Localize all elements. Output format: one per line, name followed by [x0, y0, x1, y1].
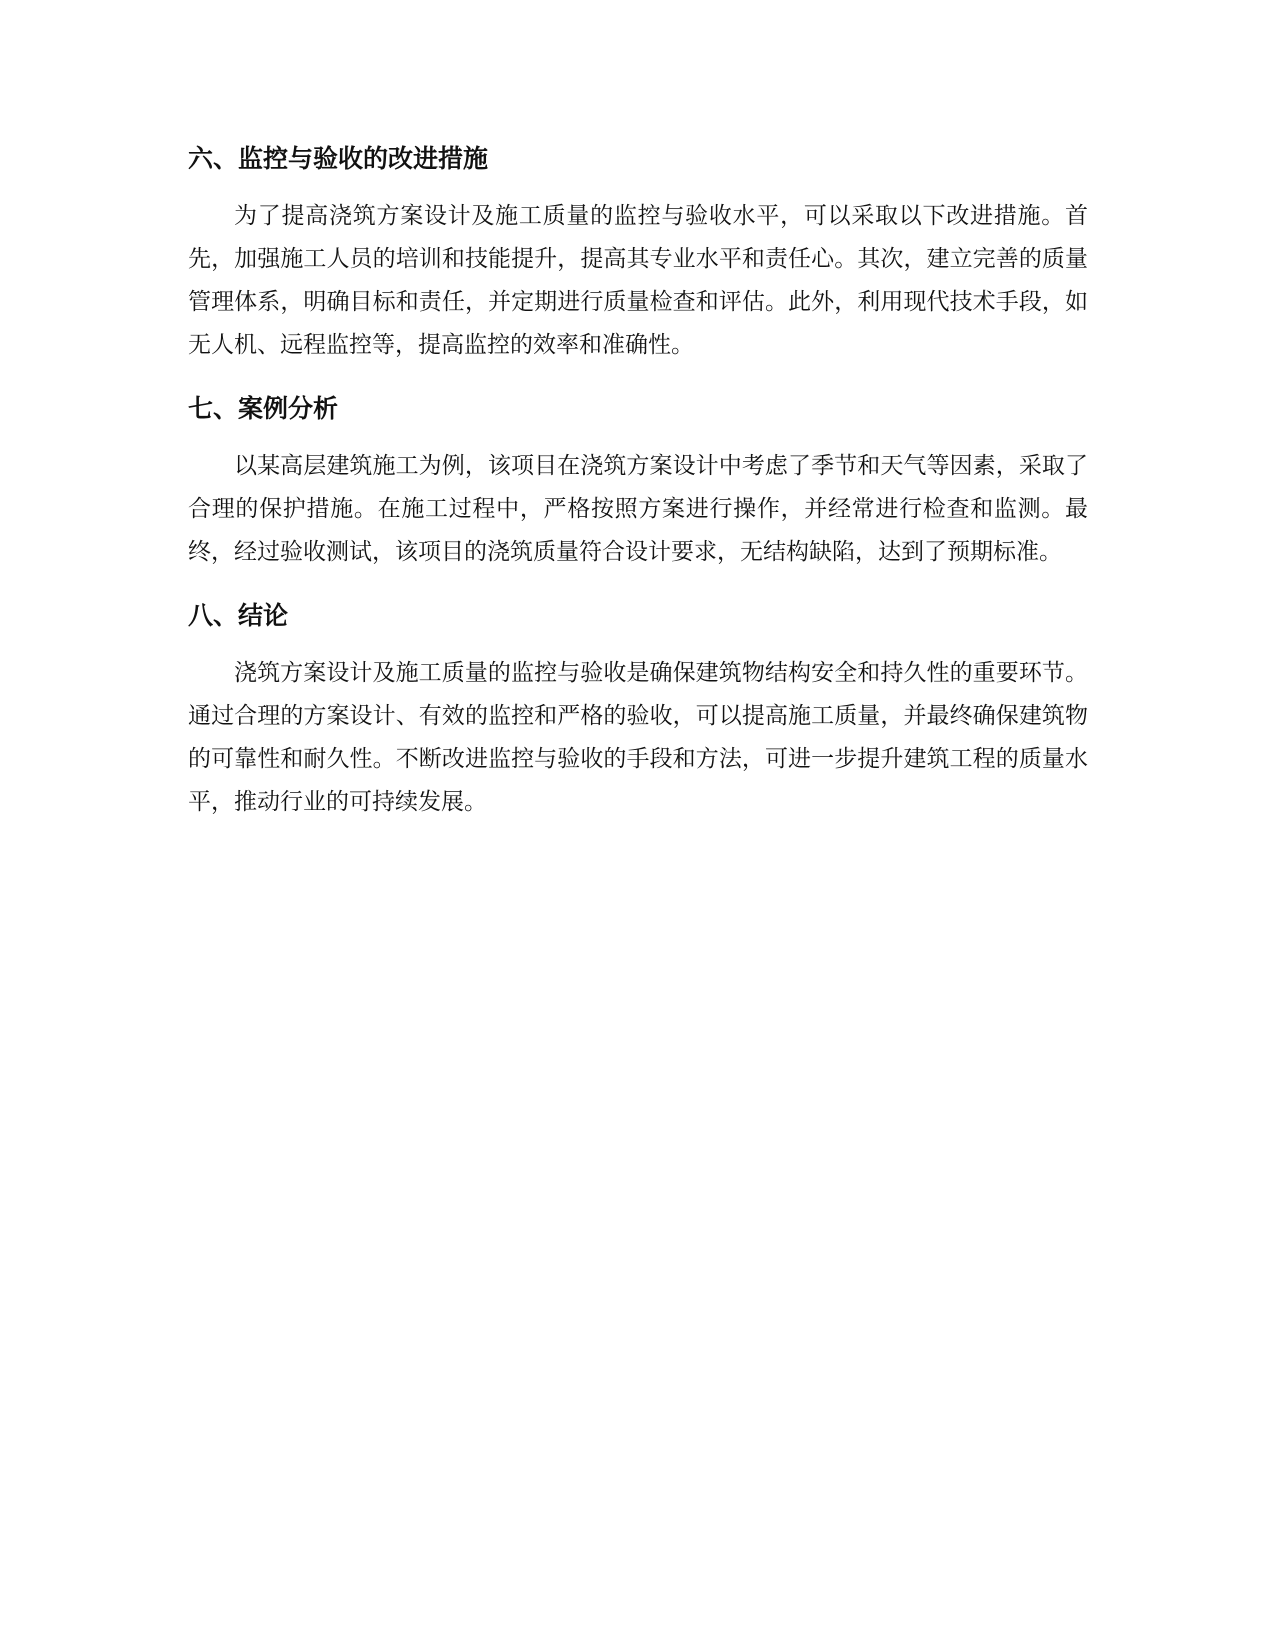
section-conclusion: [188, 598, 1088, 824]
section-case-analysis: [188, 391, 1088, 574]
section-heading: 七、案例分析: [188, 394, 339, 423]
section-paragraph: 浇筑方案设计及施工质量的监控与验收是确保建筑物结构安全和持久性的重要环节。通过合理的方案设计、有效的监控和严格的验收，可以提高施工质量，并最终确保建筑物的可靠性和耐久性。不断改进监控与验收的手段和方法，可进一步提升建筑工程的质量水平，推动行业的可持续发展。: [188, 660, 1088, 815]
section-improvement-measures: [188, 141, 1088, 367]
section-heading: 八、结论: [188, 601, 289, 630]
section-paragraph: 以某高层建筑施工为例，该项目在浇筑方案设计中考虑了季节和天气等因素，采取了合理的保护措施。在施工过程中，严格按照方案进行操作，并经常进行检查和监测。最终，经过验收测试，该项目的浇筑质量符合设计要求，无结构缺陷，达到了预期标准。: [188, 453, 1088, 565]
section-paragraph: 为了提高浇筑方案设计及施工质量的监控与验收水平，可以采取以下改进措施。首先，加强施工人员的培训和技能提升，提高其专业水平和责任心。其次，建立完善的质量管理体系，明确目标和责任，并定期进行质量检查和评估。此外，利用现代技术手段，如无人机、远程监控等，提高监控的效率和准确性。: [188, 203, 1088, 358]
document-body: [188, 141, 1088, 848]
section-heading: 六、监控与验收的改进措施: [188, 144, 489, 173]
